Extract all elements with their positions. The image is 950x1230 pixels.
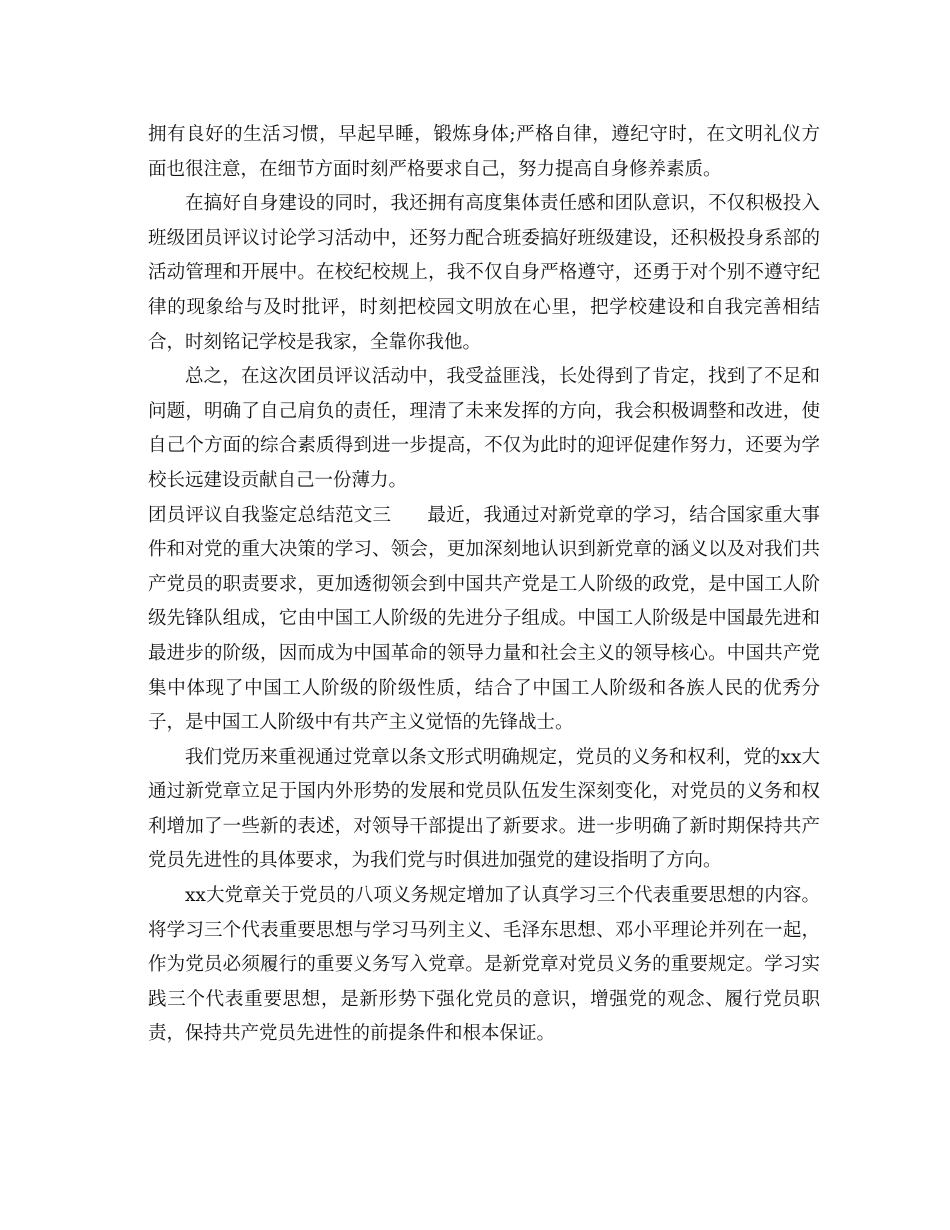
paragraph-3: 总之，在这次团员评议活动中，我受益匪浅，长处得到了肯定，找到了不足和问题，明确了自己肩负的责任，理清了未来发挥的方向，我会积极调整和改进，使自己个方面的综合素质得到进一步提高，不仅为此时的迎评促建作努力，还要为学校长远建设贡献自己一份薄力。 — [148, 366, 820, 491]
paragraph-5: 我们党历来重视通过党章以条文形式明确规定，党员的义务和权利，党的xx大通过新党章立足于国内外形势的发展和党员队伍发生深刻变化，对党员的义务和权利增加了一些新的表述，对领导干部提出了新要求。进一步明确了新时期保持共产党员先进性的具体要求，为我们党与时俱进加强党的建设指明了方向。 — [148, 746, 820, 872]
paragraph-1: 拥有良好的生活习惯，早起早睡，锻炼身体;严格自律，遵纪守时，在文明礼仪方面也很注意，在细节方面时刻严格要求自己，努力提高自身修养素质。 — [148, 124, 820, 180]
paragraph-2: 在搞好自身建设的同时，我还拥有高度集体责任感和团队意识，不仅积极投入班级团员评议讨论学习活动中，还努力配合班委搞好班级建设，还积极投身系部的活动管理和开展中。在校纪校规上，我不仅自身严格遵守，还勇于对个别不遵守纪律的现象给与及时批评，时刻把校园文明放在心里，把学校建设和自我完善相结合，时刻铭记学校是我家，全靠你我他。 — [148, 193, 820, 353]
section-body: 最近，我通过对新党章的学习，结合国家重大事件和对党的重大决策的学习、领会，更加深刻地认识到新党章的涵义以及对我们共产党员的职责要求，更加透彻领会到中国共产党是工人阶级的政党，是中国工人阶级先锋队组成，它由中国工人阶级的先进分子组成。中国工人阶级是中国最先进和最进步的阶级，因而成为中国革命的领导力量和社会主义的领导核心。中国共产党集中体现了中国工人阶级的阶级性质，结合了中国工人阶级和各族人民的优秀分子，是中国工人阶级中有共产主义觉悟的先锋战士。 — [148, 504, 820, 734]
document-page — [148, 118, 820, 1052]
paragraph-6: xx大党章关于党员的八项义务规定增加了认真学习三个代表重要思想的内容。将学习三个代表重要思想与学习马列主义、毛泽东思想、邓小平理论并列在一起，作为党员必须履行的重要义务写入党章。是新党章对党员义务的重要规定。学习实践三个代表重要思想，是新形势下强化党员的意识，增强党的观念、履行党员职责，保持共产党员先进性的前提条件和根本保证。 — [148, 885, 820, 1045]
section-paragraph — [148, 499, 820, 741]
section-heading: 团员评议自我鉴定总结范文三 — [148, 504, 392, 526]
